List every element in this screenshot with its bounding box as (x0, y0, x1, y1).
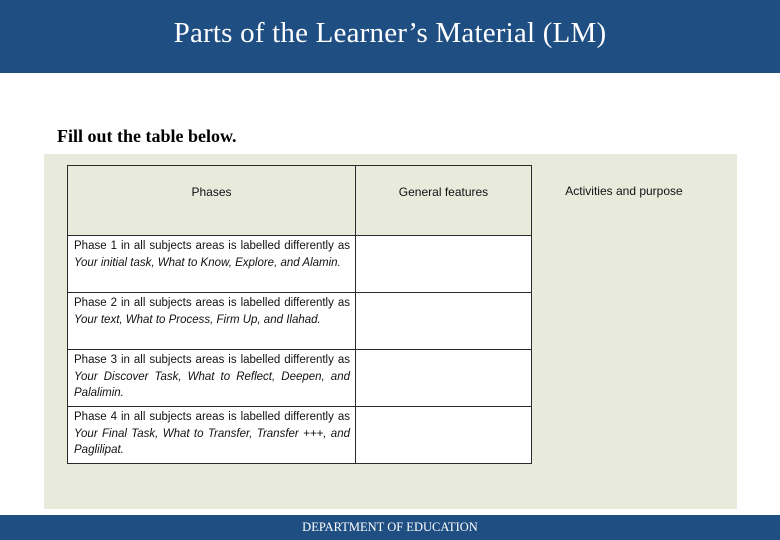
phase-2-prefix: Phase 2 in all subjects areas is labelled differently as (74, 297, 350, 309)
phase-1-names: Your initial task, What to Know, Explore, and Alamin. (74, 256, 341, 269)
phase-3-names: Your Discover Task, What to Reflect, Deepen, and Palalimin. (74, 370, 350, 399)
table-row (68, 350, 532, 407)
phase-3-cell (68, 350, 356, 407)
table-row (68, 236, 532, 293)
phase-1-features-cell[interactable] (356, 236, 532, 293)
phase-4-features-cell[interactable] (356, 407, 532, 464)
phase-3-prefix: Phase 3 in all subjects areas is labelled differently as (74, 354, 350, 366)
header-activities-purpose: Activities and purpose (565, 184, 683, 198)
header-general-features: General features (356, 166, 532, 236)
phase-3-features-cell[interactable] (356, 350, 532, 407)
phase-4-prefix: Phase 4 in all subjects areas is labelled differently as (74, 411, 350, 423)
phase-2-names: Your text, What to Process, Firm Up, and Ilahad. (74, 313, 321, 326)
lm-parts-table (67, 165, 532, 464)
phase-4-cell (68, 407, 356, 464)
footer-label: DEPARTMENT OF EDUCATION (302, 520, 478, 534)
table-row (68, 407, 532, 464)
instruction-text: Fill out the table below. (57, 126, 237, 146)
phase-1-prefix: Phase 1 in all subjects areas is labelled differently as (74, 240, 350, 252)
title-banner (0, 0, 780, 73)
slide-title: Parts of the Learner’s Material (LM) (173, 17, 607, 49)
phase-2-cell (68, 293, 356, 350)
phase-1-cell (68, 236, 356, 293)
phase-4-names: Your Final Task, What to Transfer, Transfer +++, and Paglilipat. (74, 427, 350, 456)
table-header-row (68, 166, 532, 236)
table-row (68, 293, 532, 350)
header-phases: Phases (68, 166, 356, 236)
phase-2-features-cell[interactable] (356, 293, 532, 350)
footer-banner (0, 515, 780, 540)
